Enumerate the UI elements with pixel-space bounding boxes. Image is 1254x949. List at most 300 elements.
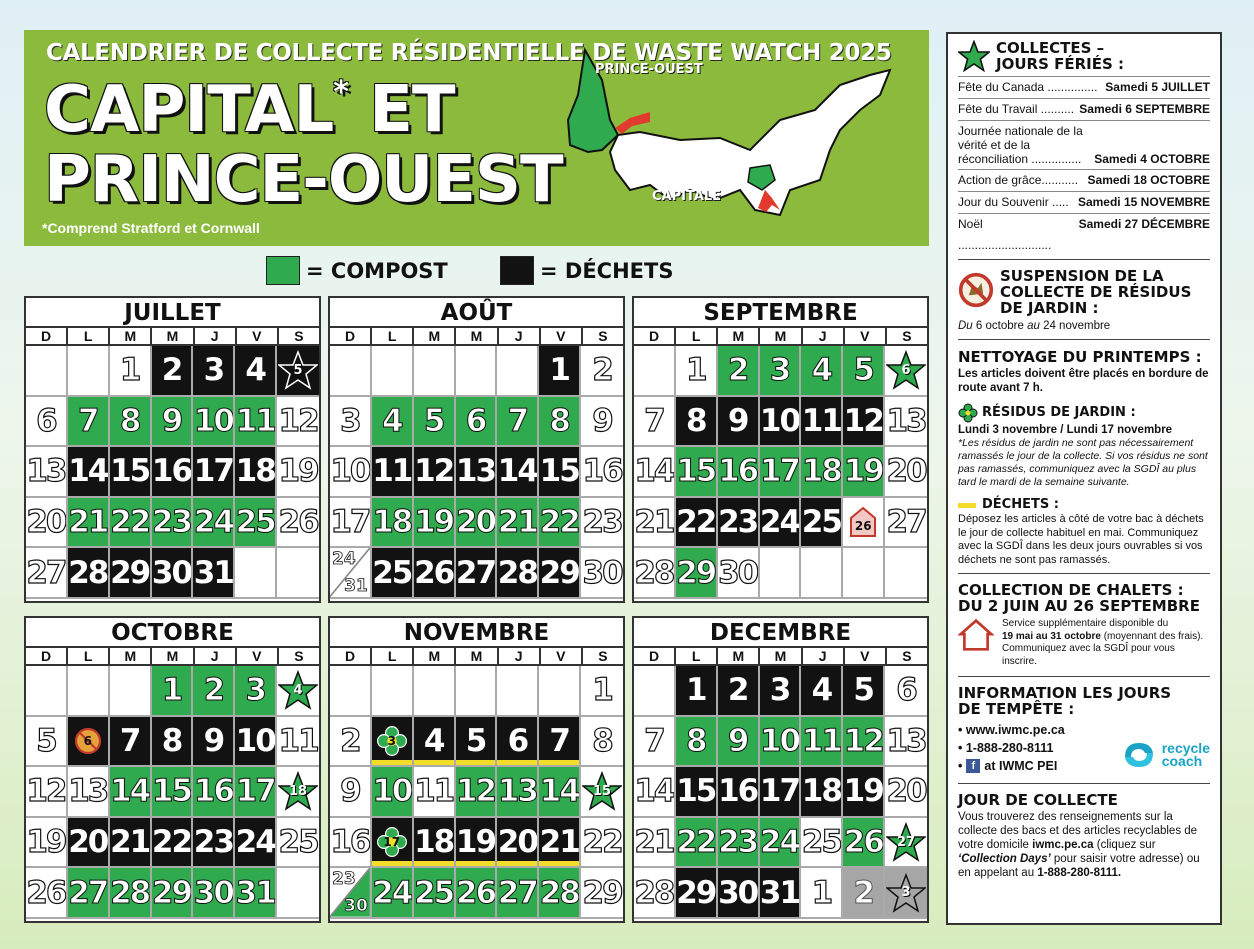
holiday-name: Noël ............................: [958, 217, 1052, 252]
day-number: 11: [414, 773, 454, 810]
empty-day: [456, 666, 498, 717]
weekday-label: D: [634, 328, 676, 344]
day-number: 24: [759, 504, 800, 541]
day-number: 9: [203, 722, 224, 759]
compost-day: [152, 868, 194, 919]
compost-day: [235, 666, 277, 717]
day-number: 26: [26, 874, 66, 911]
day-number: 3: [769, 672, 790, 709]
day: [676, 346, 718, 397]
day-number: 6: [36, 402, 56, 439]
day-number: 14: [497, 453, 537, 490]
dechets-day: [372, 717, 414, 768]
weekday-label: M: [152, 328, 194, 344]
day-number: 12: [26, 773, 66, 810]
month-name: AOÛT: [330, 298, 623, 328]
yellow-bar-icon: [958, 503, 976, 508]
compost-day: [760, 818, 802, 869]
day: [581, 818, 623, 869]
day: [277, 666, 319, 717]
day-number: 22: [539, 504, 579, 541]
spring-text: Les articles doivent être placés en bordure de route avant 7 h.: [958, 368, 1209, 394]
storm-title: INFORMATION LES JOURS DE TEMPÊTE :: [958, 684, 1172, 718]
holiday-star-icon: [958, 40, 990, 72]
compost-swatch: [266, 256, 300, 285]
day: [718, 548, 760, 599]
day-number: 12: [278, 402, 318, 439]
compost-day: [235, 397, 277, 448]
day: [26, 767, 68, 818]
empty-day: [372, 666, 414, 717]
day-number: 17: [759, 453, 800, 490]
day-number: 1: [811, 874, 832, 911]
day-number: 22: [110, 504, 150, 541]
day-grid: [26, 666, 319, 919]
holiday-name: Action de grâce...........: [958, 173, 1079, 187]
compost-day: [152, 767, 194, 818]
day-number: 26: [843, 824, 883, 861]
day-number: 26: [414, 554, 454, 591]
weekday-header: [26, 648, 319, 666]
weekday-label: V: [541, 648, 583, 664]
day: [330, 767, 372, 818]
compost-day: [152, 498, 194, 549]
day: [26, 498, 68, 549]
day-number: 29: [110, 554, 150, 591]
day-number: 2: [727, 672, 748, 709]
empty-day: [456, 346, 498, 397]
empty-day: [634, 666, 676, 717]
empty-day: [277, 868, 319, 919]
compost-day: [193, 868, 235, 919]
day-number: 28: [497, 554, 537, 591]
compost-day: [801, 717, 843, 768]
month-juillet: [24, 296, 321, 603]
day-number: 19: [278, 453, 318, 490]
day: [330, 818, 372, 869]
day-number: 1: [685, 672, 706, 709]
day-number: 23: [332, 869, 356, 890]
day-number: 28: [110, 874, 150, 911]
weekday-label: J: [499, 328, 541, 344]
day-number: 18: [289, 783, 308, 799]
day-number: 29: [539, 554, 579, 591]
yard-dates: Lundi 3 novembre / Lundi 17 novembre: [958, 424, 1173, 436]
day-number: 24: [372, 874, 412, 911]
empty-day: [330, 346, 372, 397]
info-panel: [946, 32, 1222, 925]
holiday-row: [958, 169, 1210, 191]
suspension-du: Du: [958, 320, 973, 332]
chalet-text-1: Service supplémentaire disponible du: [1002, 618, 1169, 629]
legend-compost: [266, 256, 448, 285]
dechets-day: [152, 447, 194, 498]
compost-day: [68, 498, 110, 549]
compost-day: [414, 397, 456, 448]
day-number: 16: [193, 773, 233, 810]
day-number: 25: [235, 504, 275, 541]
dechets-day: [110, 548, 152, 599]
day: [330, 498, 372, 549]
compost-day: [539, 767, 581, 818]
dechets-day: [235, 346, 277, 397]
day-number: 30: [193, 874, 233, 911]
dechets-day: [539, 548, 581, 599]
day-grid: [330, 666, 623, 919]
weekday-label: S: [902, 648, 912, 664]
compost-day: [414, 498, 456, 549]
month-decembre: [632, 616, 929, 923]
holiday-row: [958, 76, 1210, 98]
compost-day: [718, 717, 760, 768]
dechets-day: [497, 818, 539, 869]
day: [26, 548, 68, 599]
compost-day: [193, 397, 235, 448]
dechets-day: [68, 717, 110, 768]
day-number: 12: [843, 722, 883, 759]
empty-day: [68, 346, 110, 397]
holidays-section: [958, 40, 1210, 260]
day-number: 25: [278, 824, 318, 861]
day-number: 18: [372, 504, 412, 541]
dechets-day: [760, 666, 802, 717]
day-number: 23: [582, 504, 622, 541]
day: [110, 346, 152, 397]
day-number: 21: [634, 504, 674, 541]
weekday-label: S: [294, 328, 304, 344]
compost-day: [456, 498, 498, 549]
dechets-day: [497, 717, 539, 768]
day-number: 22: [151, 824, 192, 861]
day-number: 12: [455, 773, 496, 810]
day-number: 12: [414, 453, 454, 490]
day-number: 3: [245, 672, 265, 709]
day: [277, 818, 319, 869]
holiday-row: [958, 213, 1210, 256]
dechets-day: [235, 717, 277, 768]
day: [885, 397, 927, 448]
compost-day: [843, 818, 885, 869]
day: [885, 666, 927, 717]
day: [277, 397, 319, 448]
day-number: 31: [193, 554, 233, 591]
spring-cleanup-section: [958, 340, 1210, 574]
weekday-label: J: [195, 648, 237, 664]
day-number: 6: [507, 722, 528, 759]
dechets-day: [152, 548, 194, 599]
map-label-west: PRINCE-OUEST: [595, 62, 703, 77]
day-number: 3: [769, 352, 790, 389]
holiday-row: [958, 191, 1210, 213]
weekday-label: D: [330, 648, 372, 664]
weekday-header: [330, 648, 623, 666]
day-number: 10: [372, 773, 412, 810]
day-grid: [634, 666, 927, 919]
day-number: 30: [344, 895, 368, 916]
day: [634, 548, 676, 599]
day: [885, 717, 927, 768]
day-number: 20: [497, 824, 537, 861]
weekday-label: J: [803, 648, 845, 664]
compost-day: [110, 397, 152, 448]
empty-day: [885, 548, 927, 599]
compost-day: [193, 767, 235, 818]
split-day: [330, 868, 372, 919]
compost-day: [372, 868, 414, 919]
weekday-label: M: [110, 328, 152, 344]
holiday-date: Samedi 5 JUILLET: [1105, 80, 1210, 94]
day: [581, 498, 623, 549]
compost-day: [456, 397, 498, 448]
empty-day: [26, 666, 68, 717]
day: [581, 666, 623, 717]
dechets-day: [414, 447, 456, 498]
day-number: 6: [465, 402, 486, 439]
day-number: 5: [36, 722, 56, 759]
compost-day: [497, 767, 539, 818]
day-number: 16: [582, 453, 622, 490]
day-number: 30: [582, 554, 622, 591]
day-number: 13: [886, 722, 926, 759]
chalet-text: [1002, 618, 1210, 668]
empty-day: [414, 346, 456, 397]
day-number: 14: [634, 453, 674, 490]
asterisk: *: [333, 75, 348, 110]
day-number: 15: [593, 783, 612, 799]
day-number: 7: [119, 722, 140, 759]
day: [26, 717, 68, 768]
day-number: 16: [151, 453, 192, 490]
weekday-label: M: [760, 648, 802, 664]
waste-text: Déposez les articles à côté de votre bac à déchets le jour de collecte habituel en mai. Communiquez avec la SGDÎ dans les deux jours ouvrables si vos déchets ne sont pas ramassés.: [958, 513, 1204, 566]
spring-title: NETTOYAGE DU PRINTEMPS :: [958, 348, 1202, 366]
holiday-date: Samedi 27 DÉCEMBRE: [1078, 217, 1210, 231]
dechets-day: [718, 868, 760, 919]
day-number: 21: [110, 824, 150, 861]
holiday-date: Samedi 18 OCTOBRE: [1087, 173, 1210, 187]
dechets-day: [760, 767, 802, 818]
day: [277, 717, 319, 768]
dechets-day: [843, 666, 885, 717]
day-number: 17: [759, 773, 800, 810]
day: [634, 717, 676, 768]
compost-day: [152, 397, 194, 448]
day-number: 18: [235, 453, 275, 490]
day-number: 8: [685, 722, 706, 759]
day-number: 11: [801, 722, 841, 759]
day: [581, 717, 623, 768]
day-number: 19: [414, 504, 454, 541]
day-number: 4: [811, 352, 832, 389]
dechets-day: [414, 717, 456, 768]
day: [68, 767, 110, 818]
day-number: 14: [68, 453, 108, 490]
suspension-section: [958, 260, 1210, 340]
collect-text-1: Vous trouverez des renseignements sur la collecte des bacs et des articles recyclables de votre domicile: [958, 811, 1198, 851]
compost-day: [801, 346, 843, 397]
day-number: 20: [68, 824, 108, 861]
weekday-label: S: [902, 328, 912, 344]
holiday-name: Fête du Canada ...............: [958, 80, 1098, 94]
day-number: 6: [901, 362, 911, 378]
region-footnote: *Comprend Stratford et Cornwall: [42, 220, 260, 236]
dechets-day: [193, 717, 235, 768]
dechets-day: [372, 818, 414, 869]
day: [634, 397, 676, 448]
holiday-name: Fête du Travail ..........: [958, 102, 1075, 116]
day-number: 1: [685, 352, 706, 389]
empty-day: [414, 666, 456, 717]
day-number: 27: [886, 504, 926, 541]
dechets-day: [110, 818, 152, 869]
dechets-day: [676, 868, 718, 919]
no-yard-waste-icon: [958, 272, 994, 308]
recycle-coach-logo: [1119, 737, 1210, 773]
storm-web[interactable]: • www.iwmc.pe.ca: [958, 723, 1065, 737]
day-number: 13: [68, 773, 108, 810]
chalet-text-3: (moyennant des frais).: [1103, 630, 1204, 642]
compost-day: [539, 397, 581, 448]
day-number: 28: [68, 554, 108, 591]
empty-day: [372, 346, 414, 397]
compost-day: [456, 868, 498, 919]
suspension-dates: [958, 319, 1210, 333]
day: [885, 818, 927, 869]
region-et: ET: [347, 73, 455, 147]
day-number: 25: [414, 874, 454, 911]
day-number: 13: [455, 453, 496, 490]
dechets-day: [801, 666, 843, 717]
day-number: 10: [193, 402, 233, 439]
day-number: 3: [387, 733, 396, 748]
compost-day: [843, 447, 885, 498]
day-number: 11: [372, 453, 412, 490]
chalet-section: [958, 574, 1210, 677]
legend-compost-label: = COMPOST: [306, 258, 448, 283]
dechets-day: [497, 447, 539, 498]
day: [277, 498, 319, 549]
day: [634, 498, 676, 549]
day-number: 4: [423, 722, 444, 759]
weekday-label: M: [718, 328, 760, 344]
day-number: 1: [592, 672, 612, 709]
day-number: 13: [26, 453, 66, 490]
storm-facebook[interactable]: • f at IWMC PEI: [958, 759, 1058, 773]
dechets-day: [676, 767, 718, 818]
legend-dechets: [500, 256, 673, 285]
storm-phone[interactable]: • 1-888-280-8111: [958, 741, 1054, 755]
month-name: DECEMBRE: [634, 618, 927, 648]
day-number: 29: [676, 554, 716, 591]
day: [26, 868, 68, 919]
day-number: 21: [497, 504, 537, 541]
dechets-day: [676, 498, 718, 549]
day-number: 10: [235, 722, 275, 759]
month-name: NOVEMBRE: [330, 618, 623, 648]
day-number: 10: [759, 722, 800, 759]
day-number: 23: [193, 824, 233, 861]
weekday-label: M: [152, 648, 194, 664]
day-number: 5: [853, 672, 873, 709]
dechets-day: [497, 548, 539, 599]
day: [885, 767, 927, 818]
day-number: 9: [727, 402, 748, 439]
day-number: 9: [727, 722, 748, 759]
day: [581, 397, 623, 448]
collect-phone[interactable]: 1-888-280-8111.: [1037, 867, 1122, 879]
day: [634, 818, 676, 869]
weekday-header: [634, 328, 927, 346]
compost-day: [456, 767, 498, 818]
weekday-label: L: [68, 648, 110, 664]
day-number: 2: [340, 722, 360, 759]
compost-day: [235, 767, 277, 818]
waste-header: [958, 497, 1210, 513]
weekday-label: L: [372, 648, 414, 664]
compost-day: [235, 868, 277, 919]
day: [801, 868, 843, 919]
dechets-day: [456, 447, 498, 498]
collect-web[interactable]: iwmc.pe.ca: [1032, 839, 1094, 851]
dechets-day: [110, 447, 152, 498]
facebook-icon: f: [966, 759, 980, 773]
holiday-row: [958, 98, 1210, 120]
day-number: 24: [235, 824, 275, 861]
map-label-capital: CAPITALE: [652, 189, 722, 204]
weekday-label: L: [372, 328, 414, 344]
day-grid: [634, 346, 927, 599]
empty-day: [330, 666, 372, 717]
dechets-day: [152, 717, 194, 768]
chalet-body: [958, 618, 1210, 668]
recycle-coach-text-2: coach: [1161, 753, 1203, 769]
holiday-date: Samedi 15 NOVEMBRE: [1077, 195, 1210, 209]
day-number: 8: [592, 722, 612, 759]
suspension-end: 24 novembre: [1043, 320, 1111, 332]
day-number: 14: [539, 773, 579, 810]
collect-text-3: pour saisir votre adresse) ou en appelant au: [958, 853, 1200, 879]
dechets-day: [235, 447, 277, 498]
day-number: 22: [676, 504, 716, 541]
yard-header: [958, 403, 1210, 423]
day-number: 13: [497, 773, 537, 810]
weekday-label: L: [676, 328, 718, 344]
dechets-day: [414, 548, 456, 599]
yard-title: RÉSIDUS DE JARDIN :: [982, 405, 1136, 420]
empty-day: [539, 666, 581, 717]
day-number: 26: [854, 519, 872, 534]
suspension-header: [958, 268, 1210, 316]
empty-day: [26, 346, 68, 397]
day-number: 21: [68, 504, 108, 541]
compost-day: [152, 666, 194, 717]
compost-day: [801, 447, 843, 498]
holiday-name: Jour du Souvenir .....: [958, 195, 1069, 209]
day-grid: [330, 346, 623, 599]
day: [885, 447, 927, 498]
compost-day: [760, 447, 802, 498]
day: [634, 868, 676, 919]
day-number: 27: [68, 874, 108, 911]
day-number: 27: [26, 554, 66, 591]
dechets-day: [760, 868, 802, 919]
day-number: 28: [539, 874, 579, 911]
compost-day: [497, 397, 539, 448]
compost-day: [676, 548, 718, 599]
day-number: 17: [383, 835, 401, 850]
day-number: 3: [203, 352, 224, 389]
split-day: [330, 548, 372, 599]
